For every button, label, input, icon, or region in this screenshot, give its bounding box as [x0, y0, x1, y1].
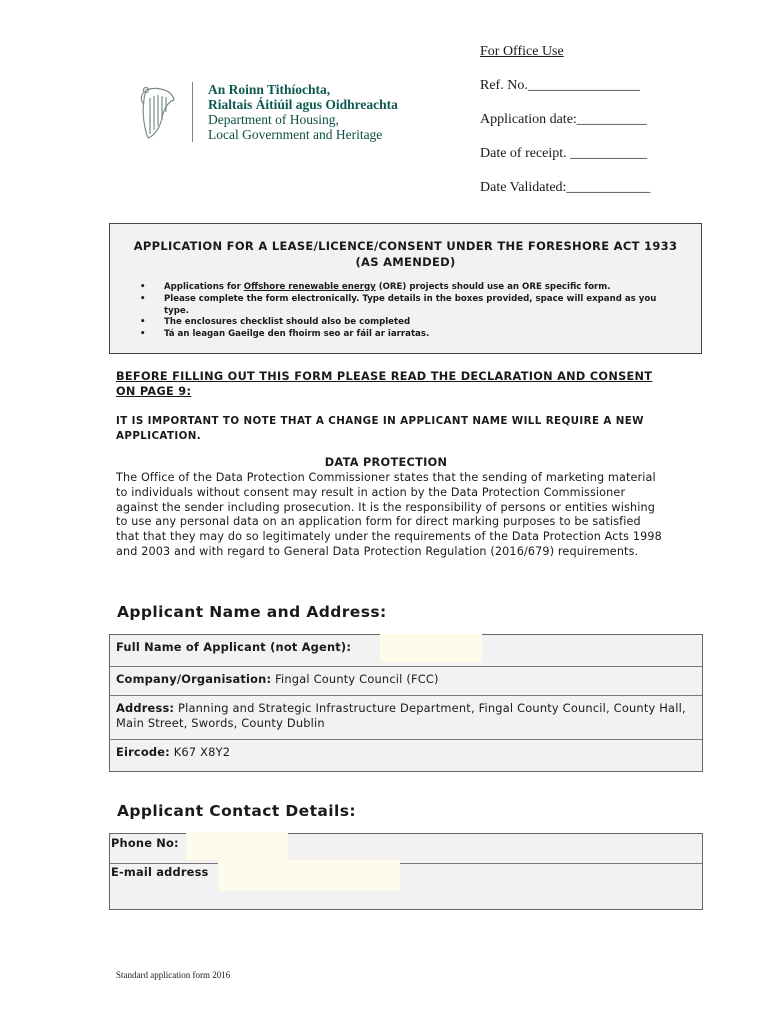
email-input[interactable] — [218, 860, 400, 891]
application-header-box — [109, 223, 702, 354]
address-value: Planning and Strategic Infrastructure Department, Fingal County Council, County Hall, Main Street, Swords, County Dublin — [116, 701, 686, 730]
instruction-text: (ORE) projects should use an ORE specific form. — [375, 282, 611, 292]
phone-input[interactable] — [186, 832, 288, 860]
company-value: Fingal County Council (FCC) — [271, 672, 439, 686]
eircode-row[interactable] — [110, 740, 702, 773]
instruction-item — [140, 282, 671, 294]
date-of-receipt-field: Date of receipt. ___________ — [480, 146, 648, 161]
data-protection-body: The Office of the Data Protection Commissioner states that the sending of marketing material to individuals without consent may result in action by the Data Protection Commissioner against the sender including prosecution. It is the responsibility of persons or entities wishing to use any personal data on an application form for direct marking purposes to be satisfied that that they may do so legitimately under the requirements of the Data Protection Acts 1998 and 2003 and with regard to General Data Protection Regulation (2016/679) requirements. — [116, 471, 662, 558]
footer-text: Standard application form 2016 — [116, 970, 231, 980]
instruction-text: Applications for — [164, 282, 244, 292]
dept-english-line2: Local Government and Heritage — [208, 127, 383, 142]
phone-row — [110, 834, 702, 864]
full-name-label: Full Name of Applicant (not Agent): — [116, 640, 352, 654]
date-validated-field: Date Validated:____________ — [480, 180, 651, 195]
address-label: Address: — [116, 701, 175, 715]
instruction-item: • Tá an leagan Gaeilge den fhoirm seo ar fáil ar iarratas. — [140, 329, 671, 341]
full-name-row — [110, 635, 702, 667]
address-row[interactable] — [110, 696, 702, 740]
dept-irish-line1: An Roinn Tithíochta, — [208, 82, 331, 97]
contact-table — [109, 833, 703, 910]
application-date-field: Application date:__________ — [480, 112, 647, 127]
email-row — [110, 864, 702, 911]
instruction-item: • The enclosures checklist should also be completed — [140, 317, 671, 329]
applicant-section-heading: Applicant Name and Address: — [117, 603, 387, 621]
applicant-table — [109, 634, 703, 772]
instruction-item: • Please complete the form electronically. Type details in the boxes provided, space will expand as you type. — [140, 294, 671, 318]
company-row[interactable] — [110, 667, 702, 696]
office-use-title: For Office Use — [480, 44, 564, 59]
ore-link[interactable]: Offshore renewable energy — [243, 282, 376, 292]
logo-divider — [192, 82, 193, 142]
full-name-input[interactable] — [380, 634, 482, 662]
instructions-list — [140, 282, 671, 341]
form-title: APPLICATION FOR A LEASE/LICENCE/CONSENT UNDER THE FORESHORE ACT 1933 (AS AMENDED) — [133, 239, 678, 269]
harp-emblem-icon — [138, 84, 180, 142]
department-logo — [138, 80, 438, 146]
eircode-label: Eircode: — [116, 745, 170, 759]
applicant-name-notice: IT IS IMPORTANT TO NOTE THAT A CHANGE IN APPLICANT NAME WILL REQUIRE A NEW APPLICATION. — [116, 415, 644, 442]
contact-section-heading: Applicant Contact Details: — [117, 802, 356, 820]
data-protection-title: DATA PROTECTION — [324, 456, 448, 469]
dept-english-line1: Department of Housing, — [208, 112, 339, 127]
ref-no-field: Ref. No.________________ — [480, 78, 640, 93]
company-label: Company/Organisation: — [116, 672, 272, 686]
email-label: E-mail address — [111, 865, 209, 879]
dept-irish-line2: Rialtais Áitiúil agus Oidhreachta — [208, 97, 398, 112]
declaration-notice: BEFORE FILLING OUT THIS FORM PLEASE READ THE DECLARATION AND CONSENT ON PAGE 9: — [116, 370, 653, 398]
phone-label: Phone No: — [111, 836, 179, 850]
eircode-value: K67 X8Y2 — [169, 745, 231, 759]
